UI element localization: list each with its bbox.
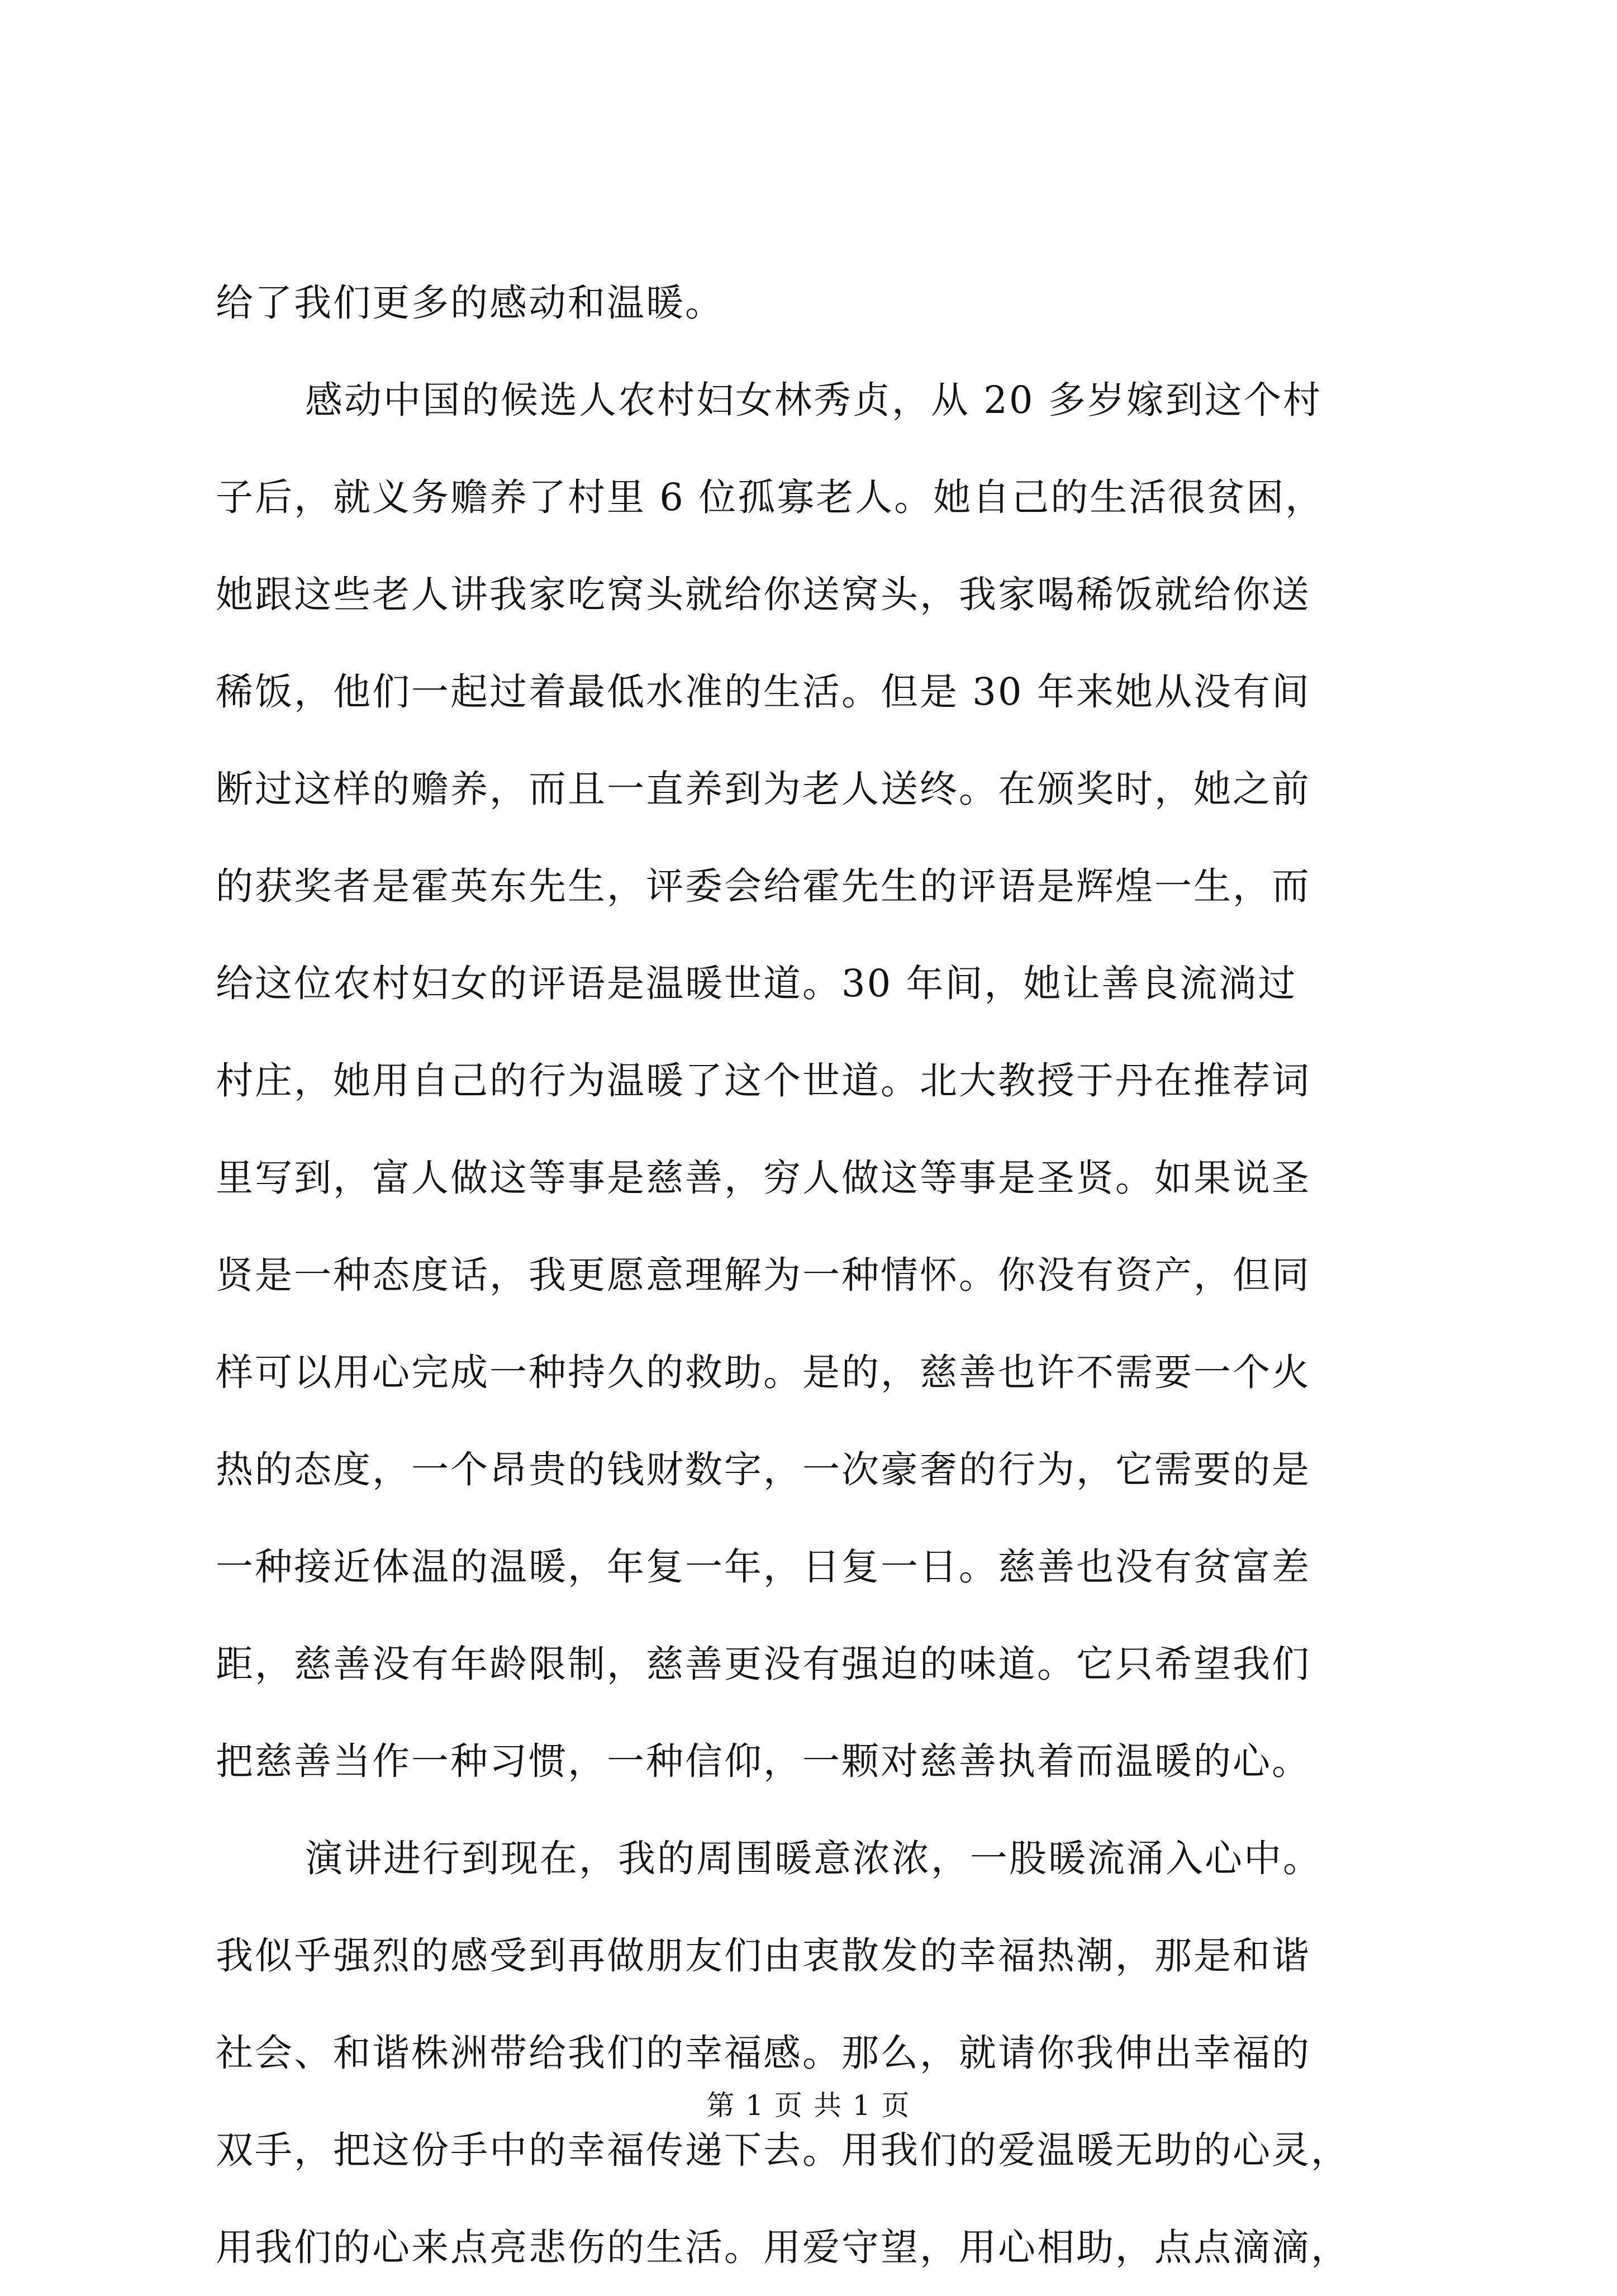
text-line: 给这位农村妇女的评语是温暖世道。30 年间，她让善良流淌过	[216, 962, 1297, 1005]
text-line: 稀饭，他们一起过着最低水准的生活。但是 30 年来她从没有间	[216, 670, 1311, 714]
text-line: 里写到，富人做这等事是慈善，穷人做这等事是圣贤。如果说圣	[216, 1156, 1311, 1200]
document-body	[216, 254, 1411, 2296]
text-line: 一种接近体温的温暖，年复一年，日复一日。慈善也没有贫富差	[216, 1545, 1311, 1589]
text-line: 我似乎强烈的感受到再做朋友们由衷散发的幸福热潮，那是和谐	[216, 1934, 1311, 1977]
text-line: 子后，就义务赡养了村里 6 位孤寡老人。她自己的生活很贫困，	[216, 476, 1325, 519]
text-line: 给了我们更多的感动和温暖。	[216, 281, 724, 325]
text-line: 用我们的心来点亮悲伤的生活。用爱守望，用心相助，点点滴滴，	[216, 2226, 1350, 2269]
text-line: 村庄，她用自己的行为温暖了这个世道。北大教授于丹在推荐词	[216, 1059, 1311, 1102]
text-line: 社会、和谐株洲带给我们的幸福感。那么，就请你我伸出幸福的	[216, 2031, 1311, 2075]
paragraph-first-line: 感动中国的候选人农村妇女林秀贞，从 20 多岁嫁到这个村	[305, 378, 1322, 422]
text-line: 距，慈善没有年龄限制，慈善更没有强迫的味道。它只希望我们	[216, 1642, 1311, 1686]
text-line: 贤是一种态度话，我更愿意理解为一种情怀。你没有资产，但同	[216, 1253, 1311, 1297]
text-line: 的获奖者是霍英东先生，评委会给霍先生的评语是辉煌一生，而	[216, 864, 1311, 908]
page-number-label: 第 1 页 共 1 页	[706, 2089, 911, 2122]
text-line: 热的态度，一个昂贵的钱财数字，一次豪奢的行为，它需要的是	[216, 1448, 1311, 1491]
text-line: 样可以用心完成一种持久的救助。是的，慈善也许不需要一个火	[216, 1351, 1311, 1394]
text-line: 把慈善当作一种习惯，一种信仰，一颗对慈善执着而温暖的心。	[216, 1739, 1311, 1783]
text-line: 她跟这些老人讲我家吃窝头就给你送窝头，我家喝稀饭就给你送	[216, 573, 1311, 616]
page-footer	[0, 2089, 1617, 2122]
paragraph-first-line: 演讲进行到现在，我的周围暖意浓浓，一股暖流涌入心中。	[305, 1837, 1322, 1880]
text-line: 双手，把这份手中的幸福传递下去。用我们的爱温暖无助的心灵，	[216, 2128, 1350, 2172]
text-line: 断过这样的赡养，而且一直养到为老人送终。在颁奖时，她之前	[216, 767, 1311, 811]
